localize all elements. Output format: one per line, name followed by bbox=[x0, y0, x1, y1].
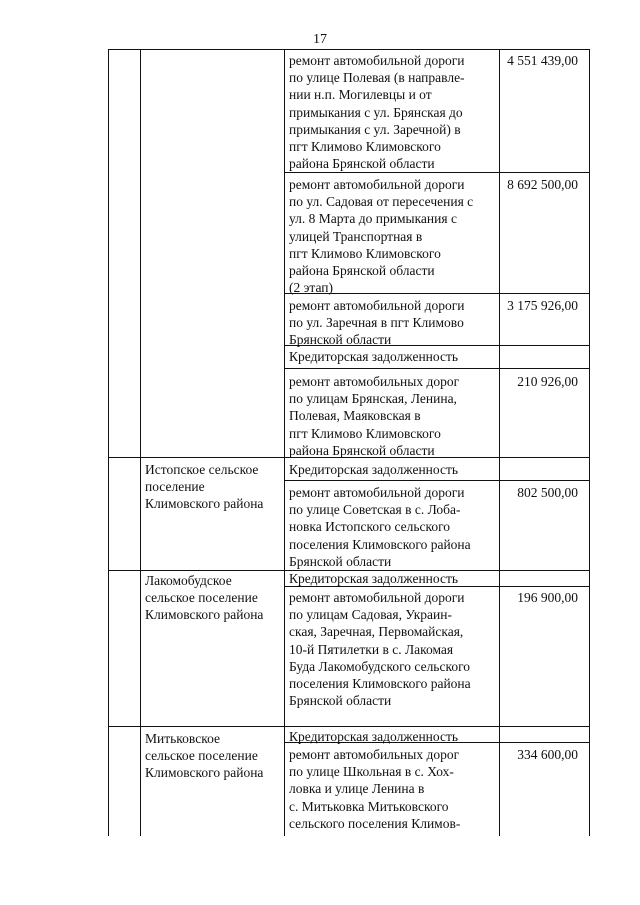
row-divider bbox=[284, 368, 590, 369]
row-divider bbox=[108, 726, 590, 727]
work-description: ремонт автомобильной дороги по улице Полевая (в направле- нии н.п. Могилевцы и от примыкания с ул. Брянская до примыкания с ул. Заречной) в пгт Климово Климовского района Брянской области bbox=[289, 53, 465, 172]
column-divider-2 bbox=[284, 49, 285, 836]
amount-cell: 4 551 439,00 bbox=[507, 53, 578, 68]
settlement-name: Митьковское сельское поселение Климовского района bbox=[145, 731, 264, 781]
column-divider-1 bbox=[140, 49, 141, 836]
work-description: ремонт автомобильных дорог по улицам Брянская, Ленина, Полевая, Маяковская в пгт Климово Климовского района Брянской области bbox=[289, 374, 460, 458]
table-left-border bbox=[108, 49, 109, 836]
work-description: ремонт автомобильной дороги по ул. Садовая от пересечения с ул. 8 Марта до примыкания с улицей Транспортная в пгт Климово Климовского района Брянской области (2 этап) bbox=[289, 177, 474, 296]
amount-cell: 210 926,00 bbox=[517, 374, 578, 389]
amount-cell: 196 900,00 bbox=[517, 590, 578, 605]
budget-table bbox=[108, 49, 590, 836]
amount-cell: 3 175 926,00 bbox=[507, 298, 578, 313]
work-description: Кредиторская задолженность bbox=[289, 462, 459, 477]
row-divider bbox=[108, 49, 590, 50]
work-description: Кредиторская задолженность bbox=[289, 729, 459, 744]
table-right-border bbox=[589, 49, 590, 836]
work-description: ремонт автомобильных дорог по улице Школьная в с. Хох- ловка и улице Ленина в с. Митьковка Митьковского сельского поселения Климов- bbox=[289, 747, 461, 831]
settlement-name: Истопское сельское поселение Климовского района bbox=[145, 462, 264, 512]
work-description: ремонт автомобильной дороги по улицам Садовая, Украин- ская, Заречная, Первомайская, 10-й Пятилетки в с. Лакомая Буда Лакомобудского сельского поселения Климовского района Брянской области bbox=[289, 590, 471, 709]
row-divider bbox=[284, 480, 590, 481]
amount-cell: 334 600,00 bbox=[517, 747, 578, 762]
settlement-name: Лакомобудское сельское поселение Климовского района bbox=[145, 573, 264, 623]
work-description: ремонт автомобильной дороги по улице Советская в с. Лоба- новка Истопского сельского поселения Климовского района Брянской области bbox=[289, 485, 471, 569]
work-description: Кредиторская задолженность bbox=[289, 349, 459, 364]
amount-cell: 8 692 500,00 bbox=[507, 177, 578, 192]
page-number: 17 bbox=[313, 32, 327, 47]
amount-cell: 802 500,00 bbox=[517, 485, 578, 500]
work-description: Кредиторская задолженность bbox=[289, 571, 459, 586]
work-description: ремонт автомобильной дороги по ул. Заречная в пгт Климово Брянской области bbox=[289, 298, 465, 348]
